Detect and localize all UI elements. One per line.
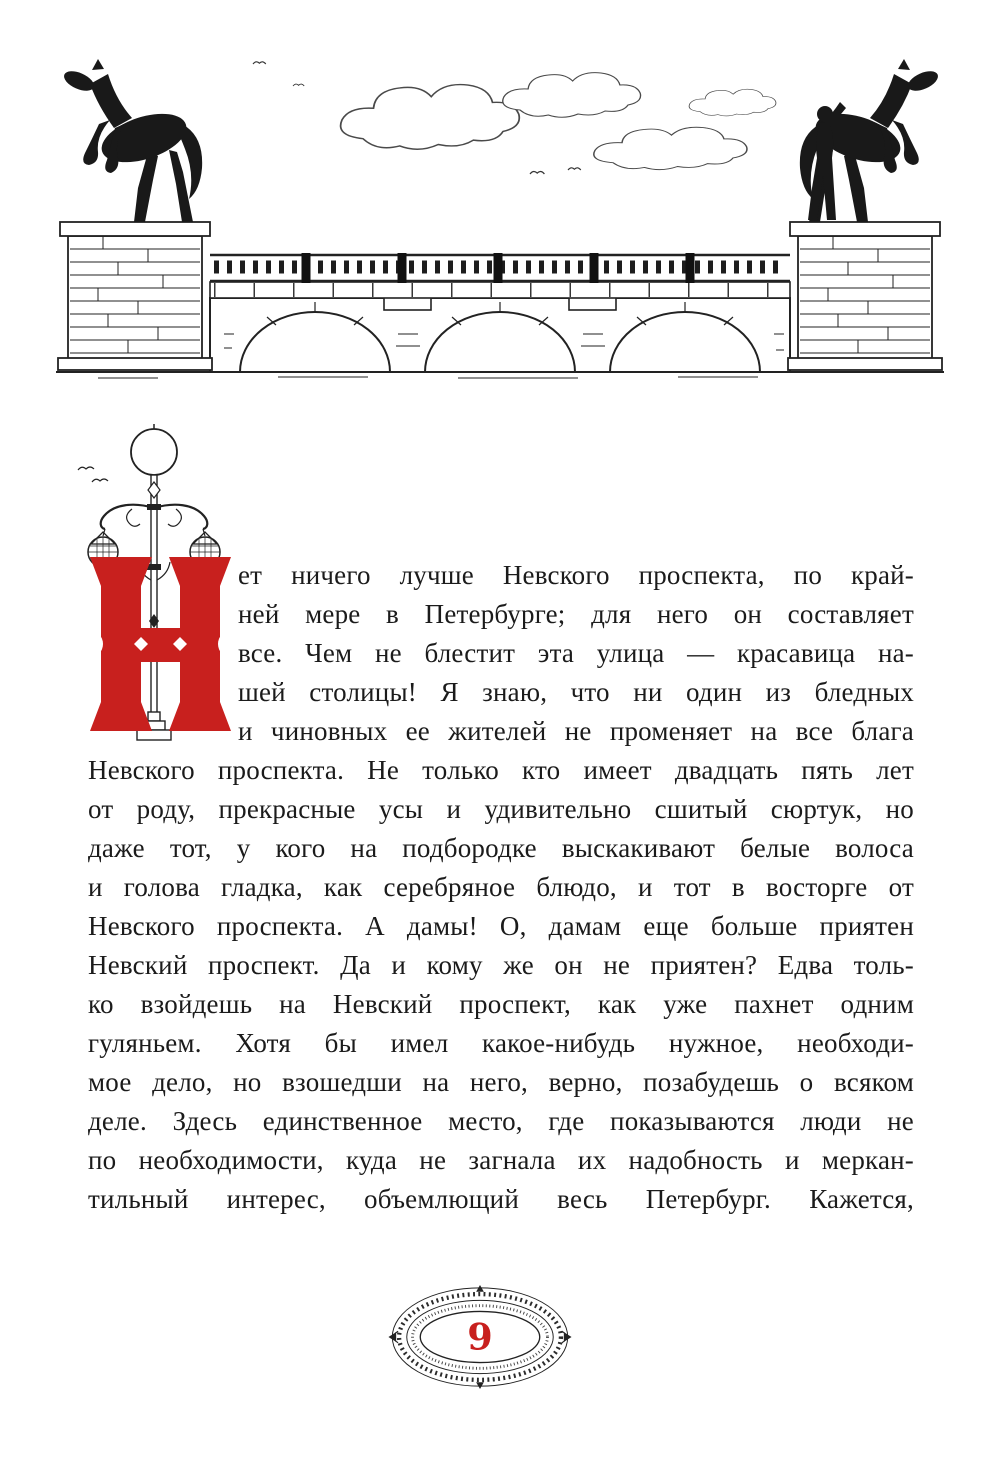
page-number: 9 <box>467 1315 493 1359</box>
page-ornament <box>387 1284 573 1390</box>
drop-cap-letter-art <box>88 556 233 732</box>
left-pedestal <box>58 222 212 370</box>
text-line: Невского проспекта. А дамы! О, дамам еще больше приятен <box>88 911 914 941</box>
text-line: тильный интерес, объемлющий весь Петербург. Кажется, <box>88 1184 914 1214</box>
text-line: Невский проспект. Да и кому же он не приятен? Едва толь- <box>88 950 914 980</box>
text-line: все. Чем не блестит эта улица — красавица на- <box>238 638 914 668</box>
lamp-top-ring <box>131 429 177 475</box>
drop-cap <box>88 556 238 738</box>
text-line: по необходимости, куда не загнала их надобность и меркан- <box>88 1145 914 1175</box>
ground-line <box>56 372 944 378</box>
text-line: гуляньем. Хотя бы имел какое-нибудь нужное, необходи- <box>88 1028 914 1058</box>
left-horse-statue <box>61 59 202 222</box>
text-line: Невского проспекта. Не только кто имеет двадцать пять лет <box>88 755 914 785</box>
text-line: мое дело, но взошедши на него, верно, позабудешь о всяком <box>88 1067 914 1097</box>
text-line: даже тот, у кого на подбородке выскакивают белые волоса <box>88 833 914 863</box>
text-line: ней мере в Петербурге; для него он составляет <box>238 599 914 629</box>
text-line: ет ничего лучше Невского проспекта, по край- <box>238 560 914 590</box>
clouds <box>341 73 776 170</box>
body-text <box>88 556 914 1219</box>
bridge-arches <box>210 286 790 372</box>
drop-cap-letter <box>88 732 89 733</box>
right-horse-statue <box>800 59 941 222</box>
text-line: и чиновных ее жителей не променяет на все блага <box>238 716 914 746</box>
text-line: шей столицы! Я знаю, что ни один из бледных <box>238 677 914 707</box>
bridge-deck-railing <box>210 253 790 298</box>
text-line: деле. Здесь единственное место, где показываются люди не <box>88 1106 914 1136</box>
right-pedestal <box>788 222 942 370</box>
bridge-illustration <box>38 34 962 380</box>
text-line: от роду, прекрасные усы и удивительно сшитый сюртук, но <box>88 794 914 824</box>
text-line: ко взойдешь на Невский проспект, как уже пахнет одним <box>88 989 914 1019</box>
lamp-birds-icon <box>78 467 108 482</box>
text-line: и голова гладка, как серебряное блюдо, и тот в восторге от <box>88 872 914 902</box>
